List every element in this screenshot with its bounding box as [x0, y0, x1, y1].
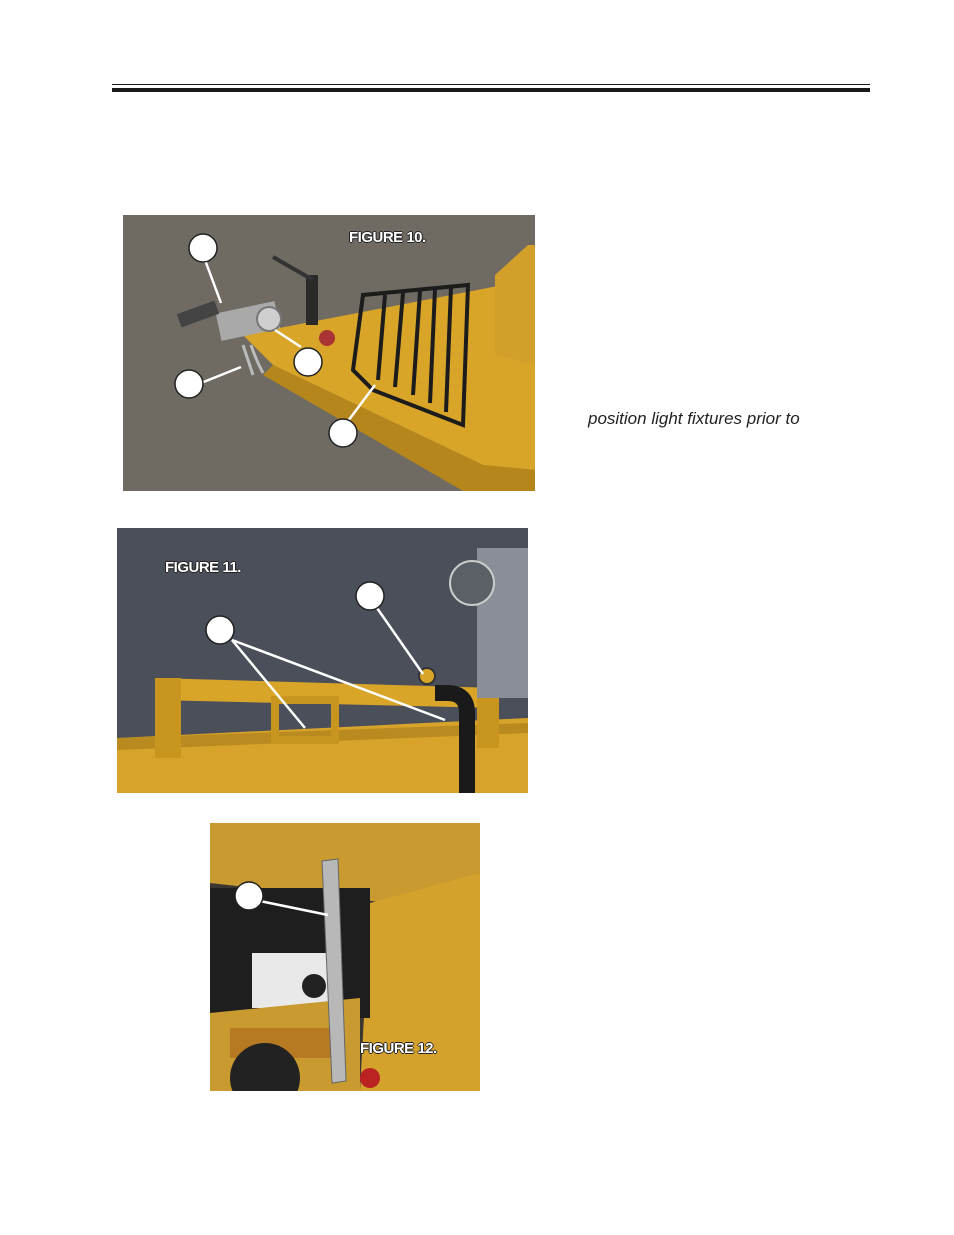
callout-circle: [356, 582, 384, 610]
callout-circle: [175, 370, 203, 398]
callout-circle: [235, 882, 263, 910]
figure-11-label: FIGURE 11.: [165, 559, 241, 576]
body-text: position light fixtures prior to: [588, 409, 800, 428]
callout-circle: [294, 348, 322, 376]
callout-circle: [329, 419, 357, 447]
figure-10-label: FIGURE 10.: [349, 229, 426, 246]
header-rule-thick: [112, 88, 870, 92]
figure-11-photo: [117, 528, 528, 793]
callout-circle: [206, 616, 234, 644]
figure-10-photo: [123, 215, 535, 491]
header-rule-thin: [112, 84, 870, 85]
figure-12-photo: [210, 823, 480, 1091]
figure-12-label: FIGURE 12.: [360, 1040, 437, 1057]
callout-circle: [189, 234, 217, 262]
